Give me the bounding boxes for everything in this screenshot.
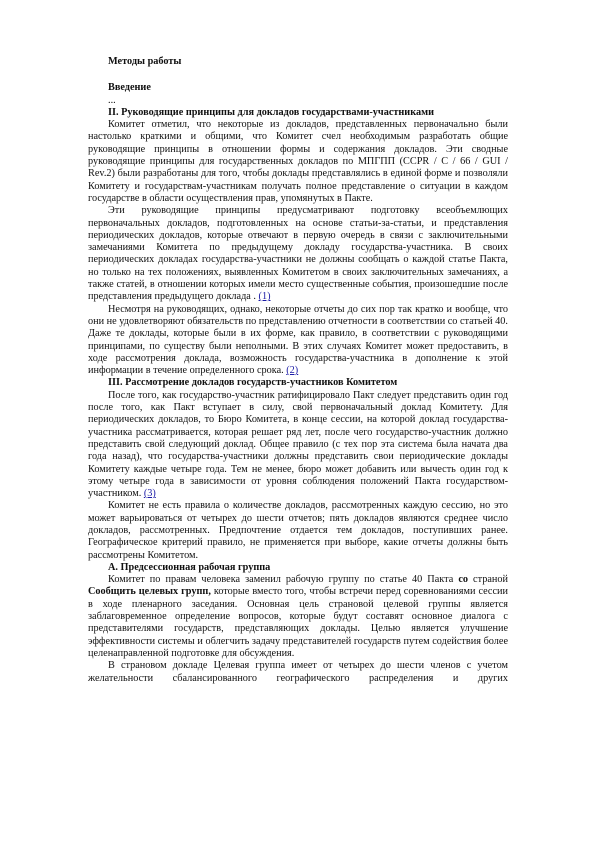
- paragraph-6-bold-2: Сообщить целевых групп,: [88, 586, 211, 598]
- footnote-link-1[interactable]: (1): [258, 291, 271, 303]
- paragraph-7-text: В страновом докладе Целевая группа имеет от четырех до шести членов с учетом желательности сбалансированного географического распределения и других: [88, 660, 508, 684]
- paragraph-4-text: После того, как государство-участник ратифицировало Пакт следует представить один год после того, как Пакт вступает в силу, свой первоначальный доклад Комитету. Для периодических докладов, то Бюро Комитета, в конце сессии, на которой доклад государства-участника рассматривается, которая решает ряд лет, после чего государство-участник должно представить свой следующий доклад. Общее правило (с тех пор эта система была начата два года назад), что государства-участники должны представить свои периодические доклады Комитету каждые четыре года. Тем не менее, бюро может добавить или вычесть один год к этому четыре года в зависимости от уровня соблюдения положений Пакта государством-участником.: [88, 389, 508, 500]
- paragraph-1: [88, 119, 508, 205]
- paragraph-6-mid: страной: [468, 574, 508, 586]
- paragraph-2-text: Эти руководящие принципы предусматривают подготовку всеобъемлющих первоначальных докладов, подготовленных на основе статьи-за-статьи, и представления периодических докладов, которые отвечают в первую очередь в связи с заключительными замечаниями Комитета по предыдущему докладу государства-участника. В своих периодических докладах государства-участники не должны сообщать о каждой статье Пакта, но только на тех положениях, выявленных Комитетом в своих заключительных замечаниях, а также статей, в отношении которых имели место существенные события, произошедшие после представления предыдущего доклада .: [88, 205, 508, 303]
- paragraph-3-text: Несмотря на руководящих, однако, некоторые отчеты до сих пор так кратко и вообще, что они не удовлетворяют обязательств по представлению отчетности в соответствии со статьей 40. Даже те доклады, которые были в их форме, как правило, в соответствии с руководящими принципами, по существу были неполными. В этих случаях Комитет может предоставить, в ходе рассмотрения доклада, возможность государства-участника в дополнение к этой информации в течение определенного срока.: [88, 303, 508, 377]
- paragraph-7: [88, 660, 508, 685]
- paragraph-6-bold-1: со: [458, 574, 468, 586]
- paragraph-5-text: Комитет не есть правила о количестве докладов, рассмотренных каждую сессию, но это может варьироваться от четырех до шести отчетов; пять докладов являются среднее число докладов, рассмотренных. Предпочтение отдается тем докладов, поступивших ранее. Географическое критерий правило, не применяется при выборе, какие отчеты должны быть рассмотрены Комитетом.: [88, 500, 508, 561]
- intro-title: Введение: [108, 82, 151, 94]
- paragraph-5: [88, 500, 508, 561]
- paragraph-6-end: которые вместо того, чтобы встречи перед соревнованиями сессии в ходе пленарного заседания. Основная цель страновой целевой группы является заблаговременное определение вопросов, которые будут составят основное диалога с представителями государств, представляющих доклады. Целью является улучшение эффективности системы и облегчить задачу представителей государств путем содействия более целенаправленной подготовке для обсуждения.: [88, 586, 509, 659]
- paragraph-3: [88, 304, 508, 378]
- section-3-heading: III. Рассмотрение докладов государств-участников Комитетом: [108, 377, 398, 389]
- footnote-link-2[interactable]: (2): [286, 365, 299, 377]
- paragraph-6-start: Комитет по правам человека заменил рабочую группу по статье 40 Пакта: [108, 574, 459, 586]
- ellipsis-text: ...: [108, 94, 116, 106]
- paragraph-6: [88, 574, 508, 660]
- methods-title: Методы работы: [108, 56, 182, 67]
- spacer: [88, 68, 508, 80]
- paragraph-1-text: Комитет отметил, что некоторые из докладов, представленных первоначально были настолько краткими и общими, что Комитет счел необходимым разработать общие руководящие принципы в отношении формы и содержания докладов. Эти сводные руководящие принципы для государственных докладов по МПГПП (CCPR / C / 66 / GUI / Rev.2) были разработаны для того, чтобы доклады представлялись в единой форме и позволяли Комитету и государствам-участникам получать полное представление о ситуации в каждом государстве в области осуществления прав, упомянутых в Пакте.: [88, 119, 508, 204]
- section-2-heading: II. Руководящие принципы для докладов государствами-участниками: [108, 106, 434, 118]
- subsection-a-heading: A. Предсессионная рабочая группа: [108, 561, 271, 573]
- paragraph-2: [88, 205, 508, 303]
- paragraph-4: [88, 390, 508, 501]
- footnote-link-3[interactable]: (3): [143, 488, 156, 500]
- document-page: [88, 52, 508, 685]
